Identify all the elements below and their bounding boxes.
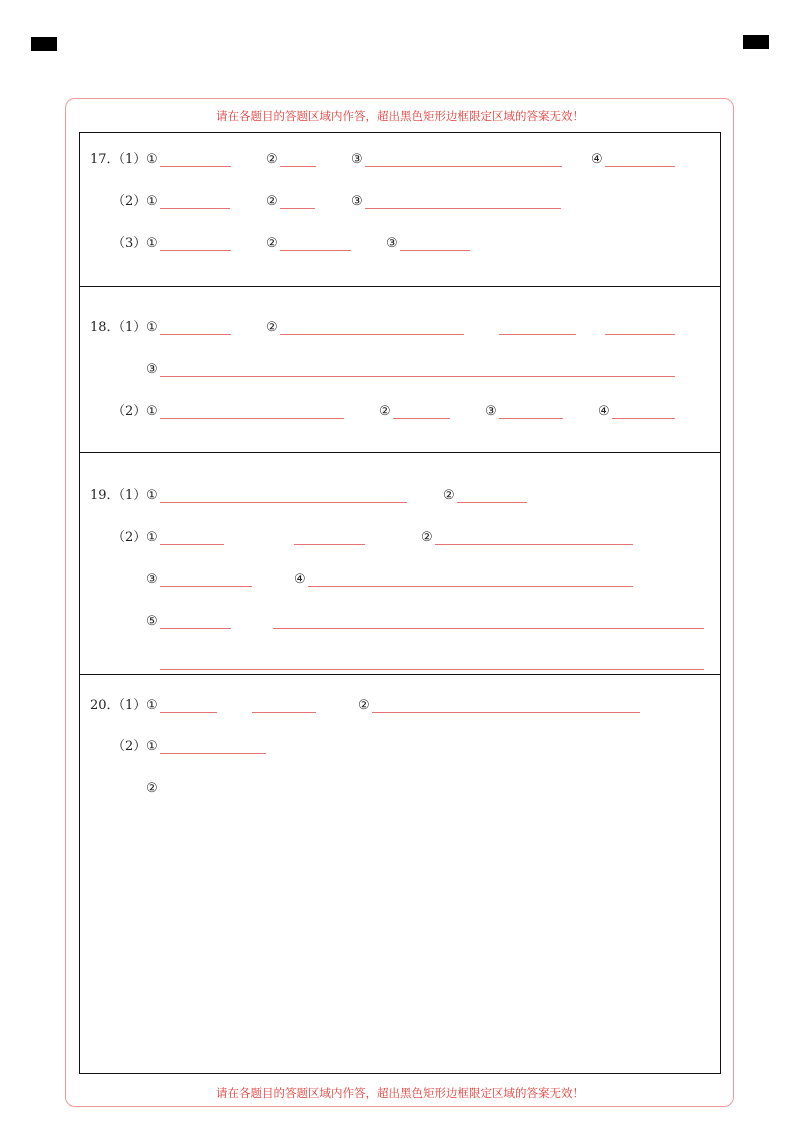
answer-blank[interactable]	[457, 502, 527, 503]
question-number: 20．	[90, 698, 120, 713]
answer-blank[interactable]	[160, 166, 231, 167]
circled-mark: ⑤	[146, 614, 158, 629]
answer-blank[interactable]	[365, 208, 561, 209]
answer-blank[interactable]	[160, 712, 217, 713]
answer-blank[interactable]	[160, 418, 344, 419]
answer-blank[interactable]	[160, 544, 224, 545]
circled-mark: ③	[386, 236, 398, 251]
circled-mark: ④	[598, 404, 610, 419]
circled-mark: ②	[266, 194, 278, 209]
answer-blank[interactable]	[372, 712, 640, 713]
circled-mark: ③	[351, 152, 363, 167]
circled-mark: ④	[294, 572, 306, 587]
answer-blank[interactable]	[435, 544, 633, 545]
part-label: （1）	[112, 488, 147, 503]
circled-mark: ②	[443, 488, 455, 503]
question-number: 19．	[90, 488, 120, 503]
answer-blank[interactable]	[273, 628, 704, 629]
answer-blank[interactable]	[160, 753, 266, 754]
question-number: 18．	[90, 320, 120, 335]
circled-mark: ①	[146, 152, 158, 167]
part-label: （2）	[112, 404, 147, 419]
answer-blank[interactable]	[499, 418, 563, 419]
part-label: （2）	[112, 194, 147, 209]
part-label: （1）	[112, 698, 147, 713]
answer-blank[interactable]	[160, 628, 231, 629]
answer-blank[interactable]	[280, 334, 464, 335]
answer-blank[interactable]	[280, 166, 316, 167]
circled-mark: ③	[351, 194, 363, 209]
circled-mark: ①	[146, 320, 158, 335]
answer-blank[interactable]	[252, 712, 316, 713]
question-number: 17．	[90, 152, 120, 167]
circled-mark: ②	[379, 404, 391, 419]
section-divider	[79, 674, 721, 675]
answer-blank[interactable]	[393, 418, 450, 419]
circled-mark: ③	[146, 572, 158, 587]
circled-mark: ①	[146, 404, 158, 419]
answer-blank[interactable]	[612, 418, 675, 419]
part-label: （2）	[112, 739, 147, 754]
circled-mark: ②	[266, 236, 278, 251]
answer-blank[interactable]	[160, 669, 704, 670]
circled-mark: ②	[421, 530, 433, 545]
answer-blank[interactable]	[499, 334, 576, 335]
answer-blank[interactable]	[280, 250, 351, 251]
answer-blank[interactable]	[605, 334, 675, 335]
circled-mark: ①	[146, 698, 158, 713]
notice-top: 请在各题目的答题区域内作答，超出黑色矩形边框限定区域的答案无效！	[216, 109, 584, 123]
answer-blank[interactable]	[160, 502, 407, 503]
part-label: （2）	[112, 530, 147, 545]
answer-blank[interactable]	[160, 376, 675, 377]
answer-blank[interactable]	[160, 334, 231, 335]
answer-box	[79, 132, 721, 1074]
circled-mark: ②	[146, 781, 158, 796]
circled-mark: ①	[146, 236, 158, 251]
circled-mark: ③	[146, 362, 158, 377]
circled-mark: ①	[146, 530, 158, 545]
circled-mark: ①	[146, 194, 158, 209]
part-label: （1）	[112, 320, 147, 335]
answer-blank[interactable]	[400, 250, 470, 251]
answer-blank[interactable]	[308, 586, 633, 587]
circled-mark: ②	[266, 320, 278, 335]
circled-mark: ③	[485, 404, 497, 419]
answer-blank[interactable]	[605, 166, 675, 167]
answer-blank[interactable]	[160, 208, 230, 209]
section-divider	[79, 452, 721, 453]
corner-marker-right	[743, 35, 769, 49]
circled-mark: ②	[358, 698, 370, 713]
section-divider	[79, 286, 721, 287]
circled-mark: ①	[146, 488, 158, 503]
answer-blank[interactable]	[280, 208, 315, 209]
notice-bottom: 请在各题目的答题区域内作答，超出黑色矩形边框限定区域的答案无效！	[216, 1086, 584, 1100]
part-label: （1）	[112, 152, 147, 167]
circled-mark: ①	[146, 739, 158, 754]
circled-mark: ②	[266, 152, 278, 167]
answer-blank[interactable]	[160, 250, 231, 251]
corner-marker-left	[31, 37, 57, 51]
answer-blank[interactable]	[294, 544, 365, 545]
circled-mark: ④	[591, 152, 603, 167]
answer-blank[interactable]	[365, 166, 562, 167]
answer-blank[interactable]	[160, 586, 252, 587]
part-label: （3）	[112, 236, 147, 251]
